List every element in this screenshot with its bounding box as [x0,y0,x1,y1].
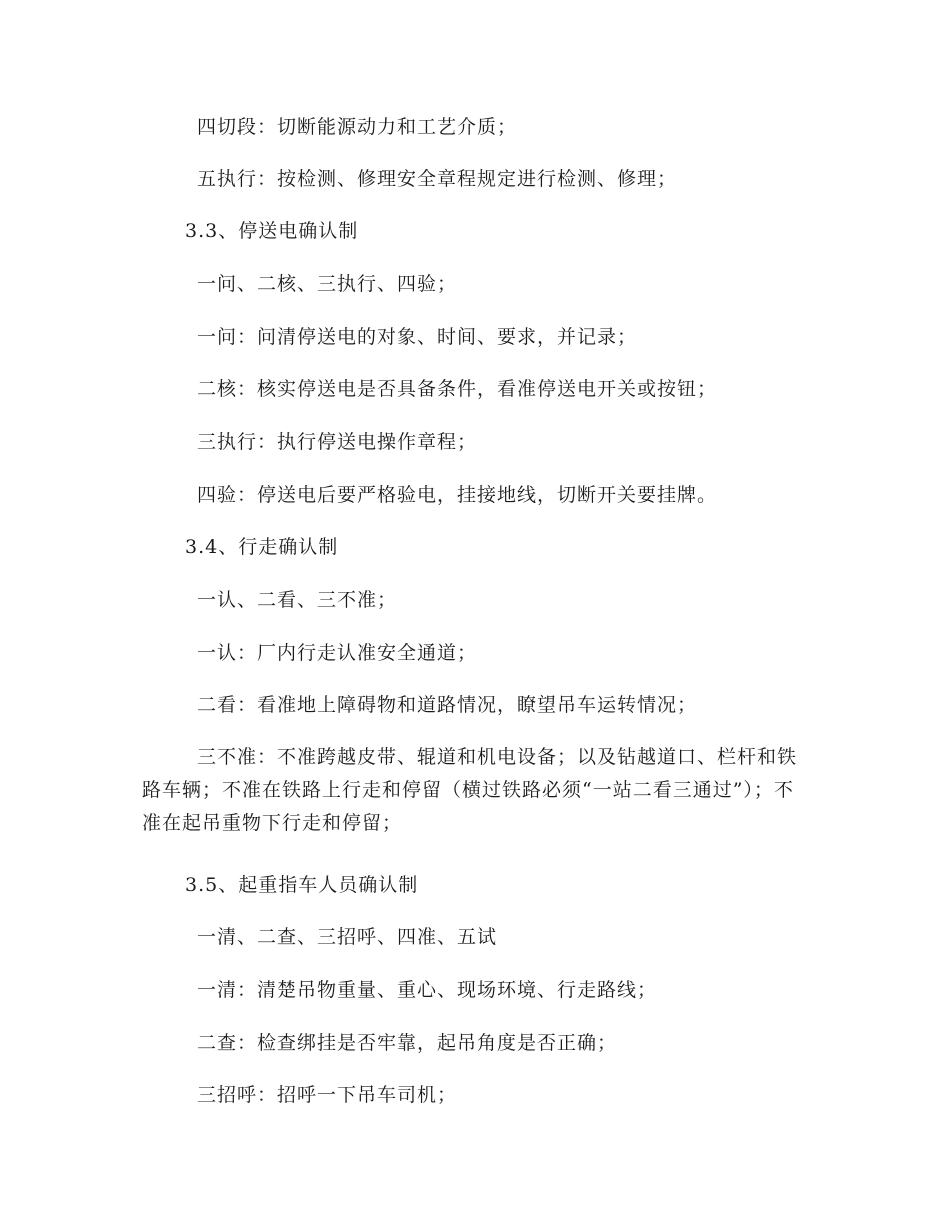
text-line-execute-repair: 五执行：按检测、修理安全章程规定进行检测、修理； [197,168,678,190]
text-line-lift-call: 三招呼：招呼一下吊车司机； [197,1084,458,1106]
text-line-walk-look: 二看：看准地上障碍物和道路情况，瞭望吊车运转情况； [197,694,698,716]
text-line-lift-check: 二查：检查绑挂是否牢靠，起吊角度是否正确； [197,1032,618,1054]
section-heading-3-4: 3.4、行走确认制 [185,536,339,558]
text-line-cut-off: 四切段：切断能源动力和工艺介质； [197,116,518,138]
text-line-power-check: 二核：核实停送电是否具备条件，看准停送电开关或按钮； [197,378,718,400]
text-line-walk-recognize: 一认：厂内行走认准安全通道； [197,642,478,664]
text-line-lift-clear: 一清：清楚吊物重量、重心、现场环境、行走路线； [197,979,658,1001]
text-line-lift-steps: 一清、二查、三招呼、四准、五试 [197,926,498,948]
text-line-walk-steps: 一认、二看、三不准； [197,589,398,611]
section-heading-3-3: 3.3、停送电确认制 [185,220,359,242]
section-heading-3-5: 3.5、起重指车人员确认制 [185,874,419,896]
text-line-power-ask: 一问：问清停送电的对象、时间、要求，并记录； [197,326,638,348]
text-line-power-verify: 四验：停送电后要严格验电，挂接地线，切断开关要挂牌。 [197,484,718,506]
text-line-power-steps: 一问、二核、三执行、四验； [197,273,458,295]
text-line-power-execute: 三执行：执行停送电操作章程； [197,431,478,453]
text-paragraph-walk-prohibitions: 三不准：不准跨越皮带、辊道和机电设备；以及钻越道口、栏杆和铁路车辆；不准在铁路上行走和停留（横过铁路必须“一站二看三通过”）；不准在起吊重物下行走和停留； [142,746,798,834]
